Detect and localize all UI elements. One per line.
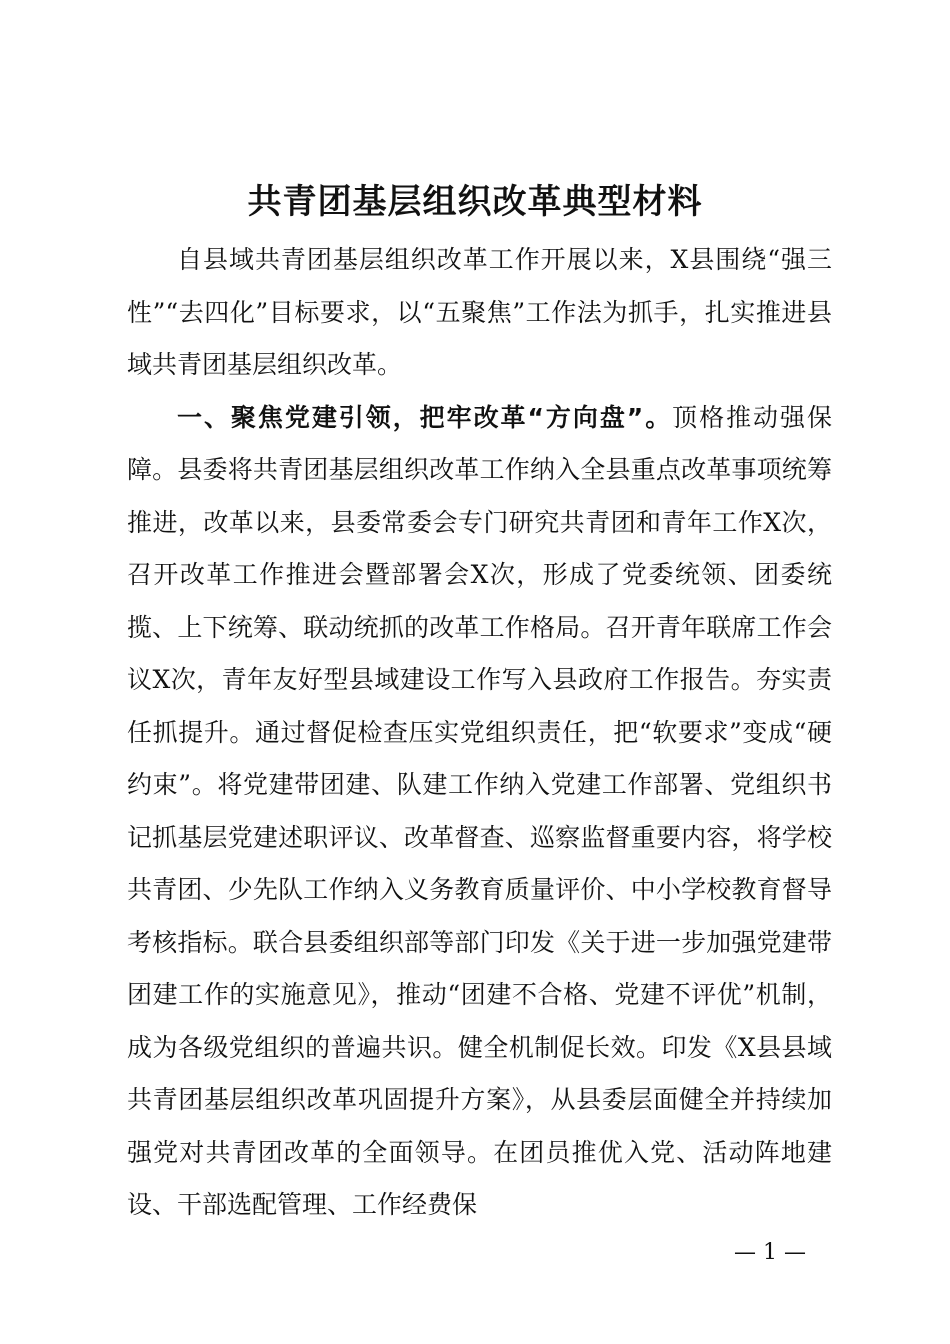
section-1-paragraph (127, 392, 832, 1232)
document-title: 共青团基层组织改革典型材料 (247, 182, 703, 222)
document-body (127, 234, 832, 1232)
intro-paragraph: 自县域共青团基层组织改革工作开展以来，X县围绕“强三性”“去四化”目标要求，以“五聚焦”工作法为抓手，扎实推进县域共青团基层组织改革。 (127, 245, 832, 379)
page-number: — 1 — (734, 1240, 806, 1265)
section-1-heading: 一、聚焦党建引领，把牢改革“方向盘”。 (177, 402, 673, 432)
section-1-body: 顶格推动强保障。县委将共青团基层组织改革工作纳入全县重点改革事项统筹推进，改革以来，县委常委会专门研究共青团和青年工作X次，召开改革工作推进会暨部署会X次，形成了党委统领、团委统揽、上下统筹、联动统抓的改革工作格局。召开青年联席工作会议X次，青年友好型县域建设工作写入县政府工作报告。夯实责任抓提升。通过督促检查压实党组织责任，把“软要求”变成“硬约束”。将党建带团建、队建工作纳入党建工作部署、党组织书记抓基层党建述职评议、改革督查、巡察监督重要内容，将学校共青团、少先队工作纳入义务教育质量评价、中小学校教育督导考核指标。联合县委组织部等部门印发《关于进一步加强党建带团建工作的实施意见》，推动“团建不合格、党建不评优”机制，成为各级党组织的普遍共识。健全机制促长效。印发《X县县域共青团基层组织改革巩固提升方案》，从县委层面健全并持续加强党对共青团改革的全面领导。在团员推优入党、活动阵地建设、干部选配管理、工作经费保 (127, 402, 832, 1219)
